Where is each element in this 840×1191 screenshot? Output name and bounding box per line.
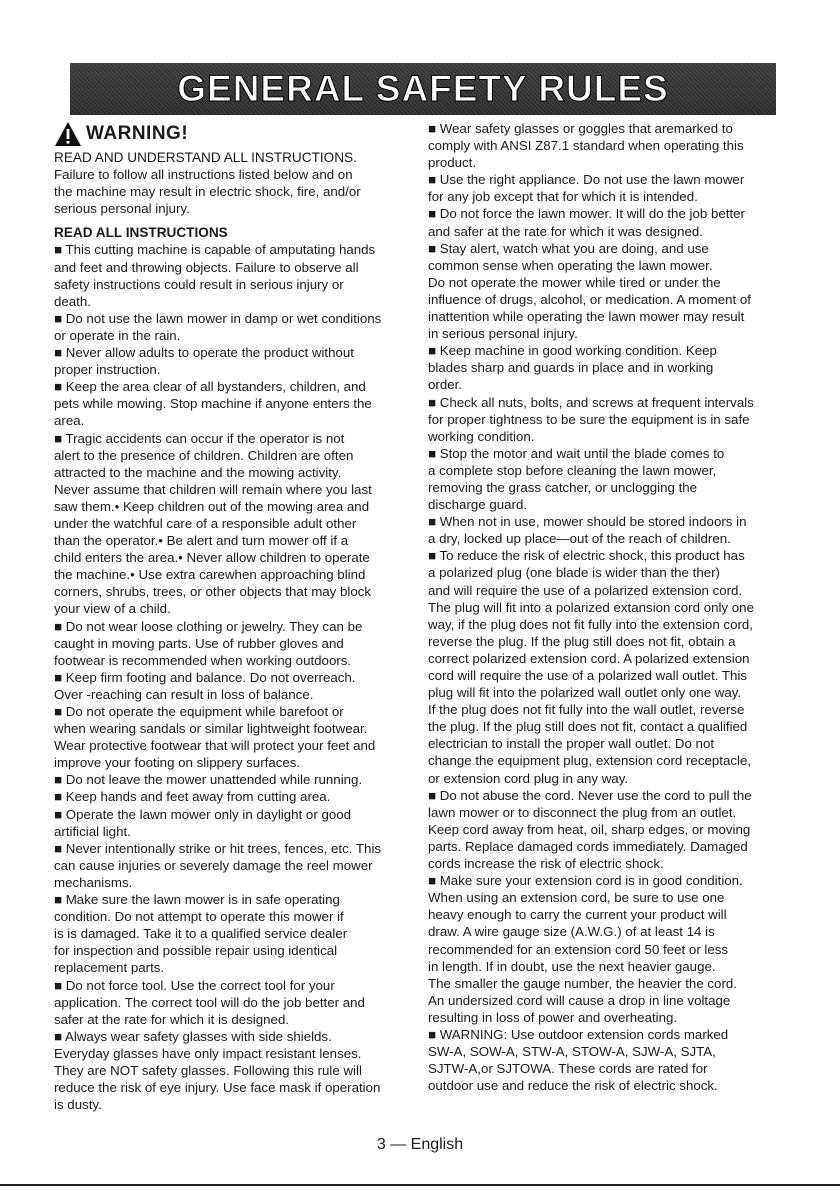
body-line: SJTW-A,or SJTOWA. These cords are rated for <box>428 1061 708 1077</box>
body-line: ■ Use the right appliance. Do not use the lawn mower <box>428 172 745 188</box>
body-line: resulting in loss of power and overheating. <box>428 1009 678 1025</box>
body-line: reduce the risk of eye injury. Use face mask if operation <box>54 1080 381 1096</box>
body-line: mechanisms. <box>54 874 133 890</box>
body-line: discharge guard. <box>428 497 528 513</box>
warning-line: serious personal injury. <box>54 201 190 217</box>
body-line: Over -reaching can result in loss of balance. <box>54 686 314 702</box>
banner-title: GENERAL SAFETY RULES <box>177 68 669 109</box>
body-line: can cause injuries or severely damage the reel mower <box>54 857 373 873</box>
body-line: electrician to install the proper wall outlet. Do not <box>428 736 715 752</box>
body-line: ■ Never intentionally strike or hit trees, fences, etc. This <box>54 840 382 856</box>
body-line: ■ Keep firm footing and balance. Do not overreach. <box>54 669 356 685</box>
body-line: product. <box>428 155 477 171</box>
body-line: ■ Do not operate the equipment while barefoot or <box>54 704 344 719</box>
body-line: child enters the area.• Never allow children to operate <box>54 550 370 566</box>
body-line: The plug will fit into a polarized extansion cord only one <box>428 599 754 615</box>
body-line: ■ Make sure your extension cord is in good condition. <box>428 873 743 889</box>
body-line: blades sharp and guards in place and in working <box>428 360 714 376</box>
left-column <box>54 120 409 1113</box>
body-line: They are NOT safety glasses. Following this rule will <box>54 1062 362 1078</box>
body-line: is dusty. <box>54 1097 102 1113</box>
body-line: Wear protective footwear that will protect your feet and <box>54 738 376 754</box>
body-line: or extension cord plug in any way. <box>428 770 629 786</box>
body-line: ■ Keep machine in good working condition. Keep <box>428 343 717 359</box>
body-line: plug will fit into the polarized wall outlet only one way. <box>428 685 742 701</box>
page-number: 3 — English <box>376 1136 464 1153</box>
body-line: a dry, locked up place—out of the reach of children. <box>428 531 731 547</box>
body-line: change the equipment plug, extension cord receptacle, <box>428 753 752 769</box>
body-line: caught in moving parts. Use of rubber gloves and <box>54 635 344 651</box>
body-line: ■ Do not force tool. Use the correct tool for your <box>54 977 335 993</box>
body-line: a polarized plug (one blade is wider than the ther) <box>428 565 720 581</box>
body-line: ■ Stop the motor and wait until the blade comes to <box>428 445 725 461</box>
bottom-divider <box>0 1184 840 1186</box>
body-line: alert to the presence of children. Children are often <box>54 447 354 463</box>
body-line: for any job except that for which it is intended. <box>428 189 698 205</box>
body-line: ■ When not in use, mower should be stored indoors in <box>428 514 747 530</box>
warning-triangle-icon <box>54 121 82 147</box>
body-line: ■ Keep hands and feet away from cutting area. <box>54 789 331 805</box>
body-line: heavy enough to carry the current your product will <box>428 907 727 923</box>
body-line: saw them.• Keep children out of the mowing area and <box>54 498 370 514</box>
section-banner <box>70 63 776 115</box>
body-line: in serious personal injury. <box>428 326 578 342</box>
body-line: Never assume that children will remain where you last <box>54 481 372 497</box>
body-line: area. <box>54 413 85 429</box>
right-column <box>428 120 788 1094</box>
body-line: inattention while operating the lawn mower may result <box>428 309 745 325</box>
warning-label: WARNING! <box>86 123 189 145</box>
body-line: An undersized cord will cause a drop in line voltage <box>428 992 731 1008</box>
body-line: ■ Wear safety glasses or goggles that aremarked to <box>428 121 733 136</box>
body-line: ■ Always wear safety glasses with side shields. <box>54 1028 332 1044</box>
body-line: when wearing sandals or similar lightweight footwear. <box>54 721 368 737</box>
warning-line: Failure to follow all instructions listed below and on <box>54 167 353 183</box>
body-line: cords increase the risk of electric shock. <box>428 856 664 872</box>
warning-line: the machine may result in electric shock, fire, and/or <box>54 184 361 200</box>
body-line: reverse the plug. If the plug still does not fit, obtain a <box>428 633 736 649</box>
body-line: comply with ANSI Z87.1 standard when operating this <box>428 138 744 154</box>
body-line: for proper tightness to be sure the equipment is in safe <box>428 411 750 427</box>
warning-header <box>54 120 409 148</box>
body-line: for inspection and possible repair using identical <box>54 943 338 959</box>
body-line: proper instruction. <box>54 362 161 378</box>
body-line: When using an extension cord, be sure to use one <box>428 890 725 906</box>
warning-line: READ AND UNDERSTAND ALL INSTRUCTIONS. <box>54 150 357 165</box>
body-line: ■ Stay alert, watch what you are doing, and use <box>428 240 709 256</box>
body-line: outdoor use and reduce the risk of electric shock. <box>428 1078 718 1094</box>
body-line: ■ Never allow adults to operate the product without <box>54 345 354 361</box>
body-line: under the watchful care of a responsible adult other <box>54 515 357 531</box>
body-line: recommended for an extension cord 50 feet or less <box>428 941 729 957</box>
body-line: artificial light. <box>54 823 131 839</box>
body-line: working condition. <box>428 428 535 444</box>
body-line: lawn mower or to disconnect the plug from an outlet. <box>428 804 737 820</box>
body-line: ■ To reduce the risk of electric shock, this product has <box>428 548 745 564</box>
body-line: a complete stop before cleaning the lawn mower, <box>428 462 717 478</box>
body-line: The smaller the gauge number, the heavier the cord. <box>428 975 737 991</box>
body-line: Keep cord away from heat, oil, sharp edges, or moving <box>428 821 751 837</box>
body-line: order. <box>428 377 463 393</box>
body-line: the plug. If the plug still does not fit, contact a qualified <box>428 719 748 735</box>
body-line: is is damaged. Take it to a qualified service dealer <box>54 926 348 942</box>
body-line: ■ Tragic accidents can occur if the operator is not <box>54 430 345 446</box>
body-line: ■ Do not abuse the cord. Never use the cord to pull the <box>428 787 752 803</box>
right-body-text <box>428 120 788 1094</box>
body-line: Do not operate the mower while tired or under the <box>428 274 721 290</box>
body-line: and will require the use of a polarized extension cord. <box>428 582 743 598</box>
body-line: pets while mowing. Stop machine if anyone enters the <box>54 396 372 412</box>
body-line: or operate in the rain. <box>54 327 181 343</box>
body-line: corners, shrubs, trees, or other objects that may block <box>54 584 372 600</box>
body-line: and safer at the rate for which it was designed. <box>428 223 703 239</box>
body-line: Everyday glasses have only impact resistant lenses. <box>54 1045 362 1061</box>
body-line: ■ This cutting machine is capable of amputating hands <box>54 242 376 258</box>
body-line: If the plug does not fit fully into the wall outlet, reverse <box>428 702 745 718</box>
body-line: ■ Make sure the lawn mower is in safe operating <box>54 892 340 908</box>
body-line: cord will require the use of a polarized wall outlet. This <box>428 668 748 683</box>
body-line: improve your footing on slippery surfaces. <box>54 755 301 771</box>
body-line: attracted to the machine and the mowing activity. <box>54 464 342 480</box>
body-line: ■ Operate the lawn mower only in daylight or good <box>54 806 352 822</box>
body-line: correct polarized extension cord. A polarized extension <box>428 650 750 666</box>
body-line: safety instructions could result in serious injury or <box>54 276 344 292</box>
body-line: ■ Do not leave the mower unattended while running. <box>54 772 363 788</box>
body-line: replacement parts. <box>54 960 165 976</box>
body-line: the machine.• Use extra carewhen approaching blind <box>54 567 366 583</box>
left-body-text <box>54 241 409 1113</box>
body-line: ■ Do not wear loose clothing or jewelry. They can be <box>54 618 363 634</box>
body-line: in length. If in doubt, use the next heavier gauge. <box>428 958 716 974</box>
body-line: influence of drugs, alcohol, or medication. A moment of <box>428 291 752 307</box>
body-line: application. The correct tool will do the job better and <box>54 994 365 1010</box>
section-heading: READ ALL INSTRUCTIONS <box>54 225 228 241</box>
body-line: common sense when operating the lawn mower. <box>428 257 713 273</box>
body-line: safer at the rate for which it is designed. <box>54 1011 290 1027</box>
body-line: condition. Do not attempt to operate this mower if <box>54 909 344 925</box>
body-line: SW-A, SOW-A, STW-A, STOW-A, SJW-A, SJTA, <box>428 1044 716 1060</box>
body-line: draw. A wire gauge size (A.W.G.) of at least 14 is <box>428 924 715 940</box>
body-line: death. <box>54 293 91 309</box>
body-line: ■ Do not use the lawn mower in damp or wet conditions <box>54 310 382 326</box>
body-line: way, if the plug does not fit fully into the extension cord, <box>428 616 753 632</box>
body-line: removing the grass catcher, or unclogging the <box>428 479 698 495</box>
body-line: ■ Check all nuts, bolts, and screws at frequent intervals <box>428 394 754 410</box>
body-line: parts. Replace damaged cords immediately. Damaged <box>428 838 748 854</box>
body-line: your view of a child. <box>54 601 171 617</box>
body-line: ■ WARNING: Use outdoor extension cords marked <box>428 1026 729 1042</box>
body-line: ■ Do not force the lawn mower. It will do the job better <box>428 206 745 222</box>
body-line: ■ Keep the area clear of all bystanders, children, and <box>54 379 366 395</box>
body-line: and feet and throwing objects. Failure to observe all <box>54 259 359 275</box>
body-line: footwear is recommended when working outdoors. <box>54 652 352 668</box>
body-line: than the operator.• Be alert and turn mower off if a <box>54 533 349 549</box>
